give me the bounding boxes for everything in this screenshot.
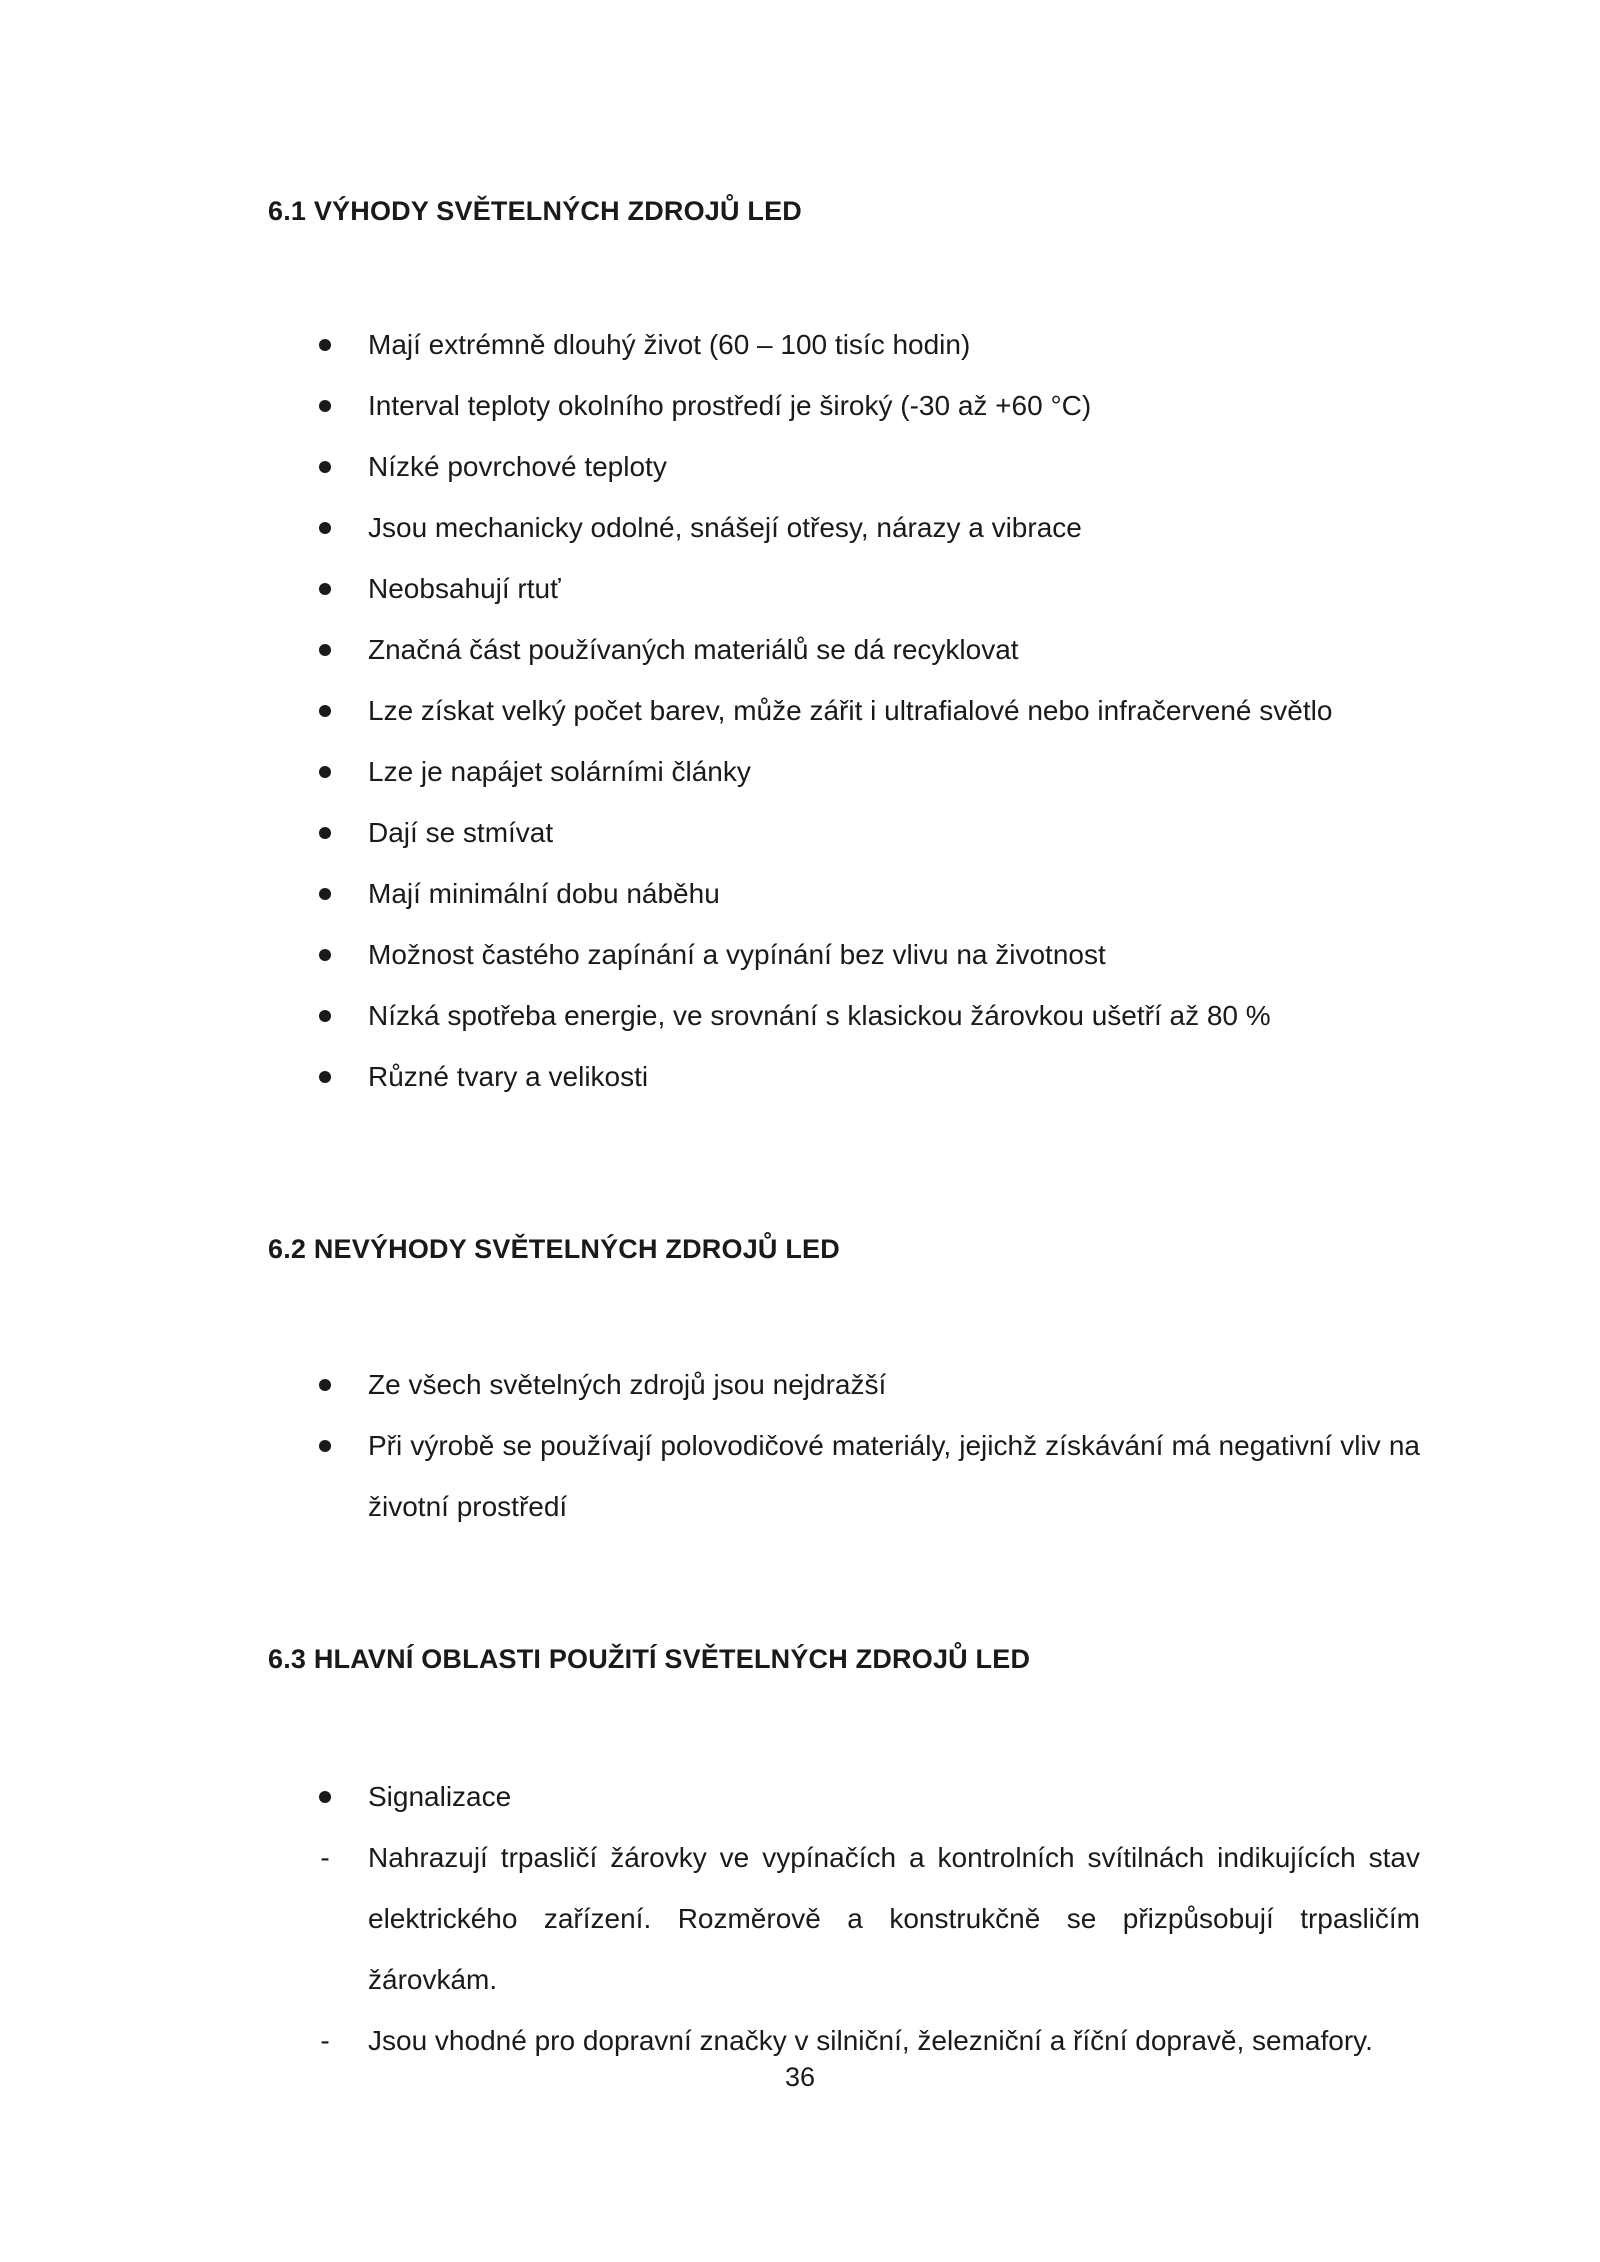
list-item: Dají se stmívat — [310, 802, 1420, 863]
bullet-icon — [319, 400, 331, 412]
list-item: Značná část používaných materiálů se dá recyklovat — [310, 619, 1420, 680]
list-item: Ze všech světelných zdrojů jsou nejdražší — [310, 1354, 1420, 1415]
bullet-icon — [319, 1791, 331, 1803]
list-item: Při výrobě se používají polovodičové materiály, jejichž získávání má negativní vliv na životní prostředí — [310, 1415, 1420, 1537]
bullet-icon — [319, 1010, 331, 1022]
list-item: Signalizace — [310, 1766, 1420, 1827]
dash-marker: - — [320, 1842, 330, 1873]
bullet-icon — [319, 461, 331, 473]
bullet-icon — [319, 339, 331, 351]
bullet-icon — [319, 766, 331, 778]
bullet-icon — [319, 1071, 331, 1083]
list-item: Nízká spotřeba energie, ve srovnání s klasickou žárovkou ušetří až 80 % — [310, 985, 1420, 1046]
page-number: 36 — [784, 2062, 816, 2092]
bullet-icon — [319, 888, 331, 900]
bullet-icon — [319, 583, 331, 595]
bullet-icon — [319, 827, 331, 839]
list-item: - Nahrazují trpasličí žárovky ve vypínačích a kontrolních svítilnách indikujících stav elektrického zařízení. Rozměrově a konstrukčně se přizpůsobují trpasličím žárovkám. — [310, 1827, 1420, 2010]
bullet-icon — [319, 705, 331, 717]
list-item: Lze získat velký počet barev, může zářit i ultrafialové nebo infračervené světlo — [310, 680, 1420, 741]
list-item: Lze je napájet solárními články — [310, 741, 1420, 802]
bullet-icon — [319, 1440, 331, 1452]
applications-list — [310, 1766, 1420, 2071]
list-item: Jsou mechanicky odolné, snášejí otřesy, nárazy a vibrace — [310, 497, 1420, 558]
section-heading-applications: 6.3 HLAVNÍ OBLASTI POUŽITÍ SVĚTELNÝCH ZDROJŮ LED — [268, 1644, 1031, 1674]
list-item: - Jsou vhodné pro dopravní značky v silniční, železniční a říční dopravě, semafory. — [310, 2010, 1420, 2071]
bullet-icon — [319, 522, 331, 534]
list-item: Mají extrémně dlouhý život (60 – 100 tisíc hodin) — [310, 314, 1420, 375]
disadvantages-list — [310, 1354, 1420, 1537]
bullet-icon — [319, 949, 331, 961]
list-item: Mají minimální dobu náběhu — [310, 863, 1420, 924]
section-heading-advantages: 6.1 VÝHODY SVĚTELNÝCH ZDROJŮ LED — [268, 196, 803, 226]
list-item: Nízké povrchové teploty — [310, 436, 1420, 497]
bullet-icon — [319, 644, 331, 656]
dash-marker: - — [320, 2025, 330, 2056]
list-item: Interval teploty okolního prostředí je široký (-30 až +60 °C) — [310, 375, 1420, 436]
bullet-icon — [319, 1379, 331, 1391]
list-item: Neobsahují rtuť — [310, 558, 1420, 619]
advantages-list — [310, 314, 1420, 1107]
section-heading-disadvantages: 6.2 NEVÝHODY SVĚTELNÝCH ZDROJŮ LED — [268, 1234, 840, 1264]
list-item: Různé tvary a velikosti — [310, 1046, 1420, 1107]
list-item: Možnost častého zapínání a vypínání bez vlivu na životnost — [310, 924, 1420, 985]
